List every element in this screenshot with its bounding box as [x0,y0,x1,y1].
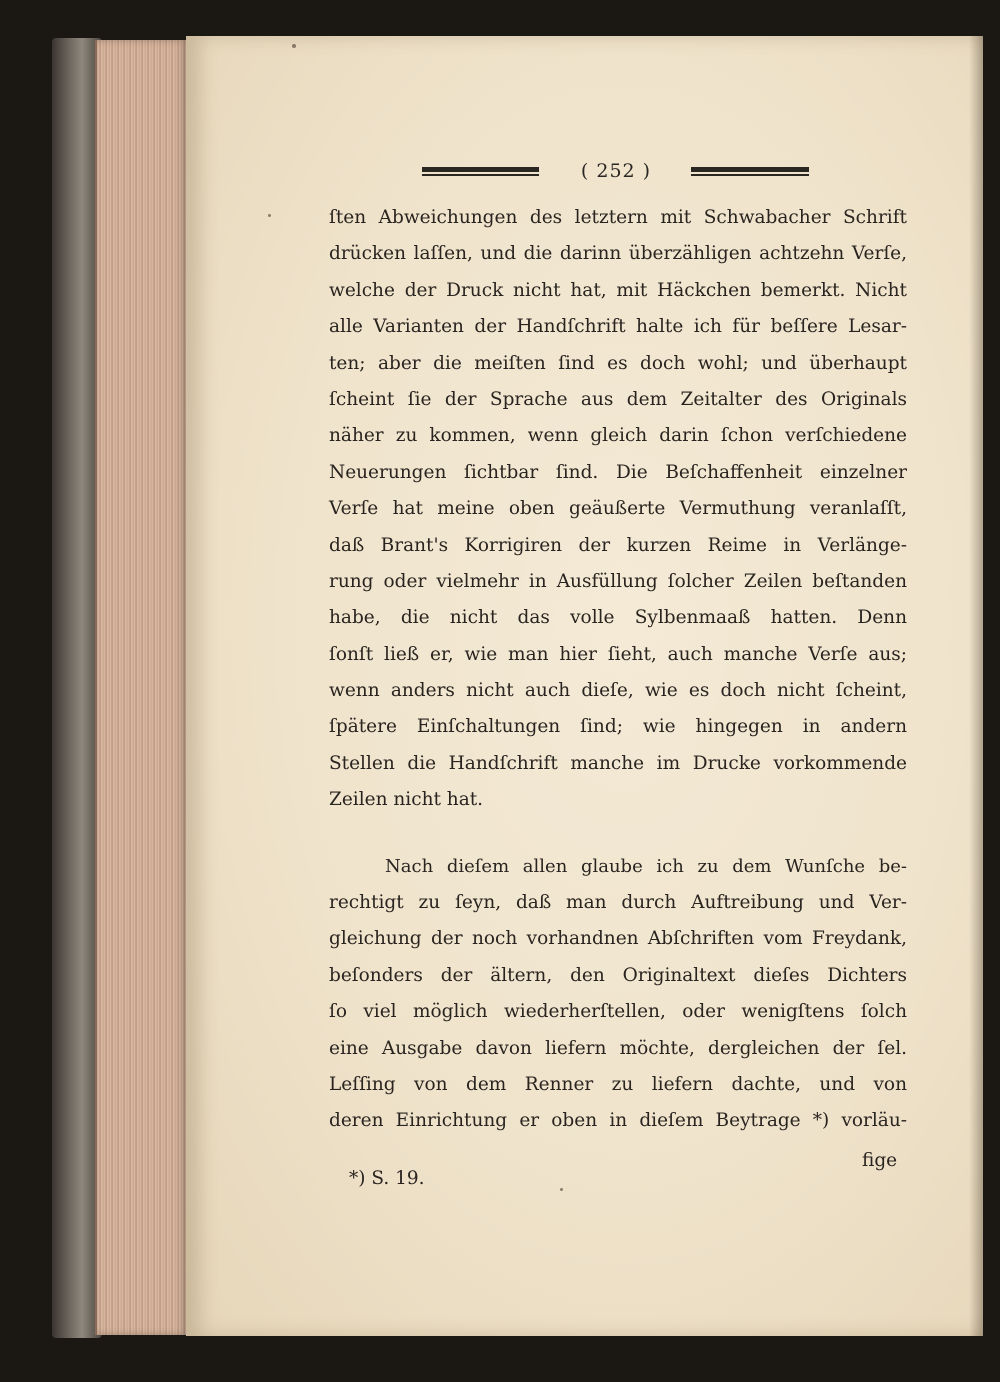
text-line: ſpätere Einſchaltungen ſind; wie hingegen in andern [329,716,907,738]
page-number: ( 252 ) [580,160,652,182]
text-line: daß Brant's Korrigiren der kurzen Reime in Verlänge- [329,534,907,556]
text-line: Verſe hat meine oben geäußerte Vermuthung veranlaſſt, [329,498,907,520]
text-line: Neuerungen ſichtbar ſind. Die Beſchaffenheit einzelner [329,461,907,483]
footnote: *) S. 19. [349,1168,425,1189]
text-line: ſcheint ſie der Sprache aus dem Zeitalter des Originals [329,388,907,410]
page-block-edges [95,40,189,1335]
page-header [236,160,836,184]
text-line-paragraph-end: Zeilen nicht hat. [329,789,484,811]
text-line: eine Ausgabe davon liefern möchte, dergleichen der ſel. [329,1037,907,1059]
text-line: ſo viel möglich wiederherſtellen, oder wenigſtens ſolch [329,1001,907,1023]
gutter-shadow [969,36,983,1336]
text-line: rung oder vielmehr in Ausfüllung ſolcher Zeilen beſtanden [329,570,907,592]
text-line: habe, die nicht das volle Sylbenmaaß hatten. Denn [329,607,907,629]
text-line: ſonſt ließ er, wie man hier ſieht, auch manche Verſe aus; [329,643,907,665]
text-line: ten; aber die meiſten ſind es doch wohl; und überhaupt [329,352,907,374]
header-rule-right [691,166,809,176]
text-line: näher zu kommen, wenn gleich darin ſchon verſchiedene [329,425,907,447]
text-line: Leſſing von dem Renner zu liefern dachte, und von [329,1073,907,1095]
text-line: wenn anders nicht auch dieſe, wie es doch nicht ſcheint, [329,680,907,702]
text-line: rechtigt zu ſeyn, daß man durch Auftreibung und Ver- [329,892,907,914]
text-line: Stellen die Handſchrift manche im Drucke vorkommende [329,752,907,774]
body-text [329,200,907,1140]
text-line: gleichung der noch vorhandnen Abſchriften vom Freydank, [329,928,907,950]
header-rule-left [422,166,539,176]
text-line: ſten Abweichungen des letztern mit Schwabacher Schrift [329,207,907,228]
text-line-paragraph-start: Nach dieſem allen glaube ich zu dem Wunſche be- [385,855,907,877]
text-line: welche der Druck nicht hat, mit Häckchen bemerkt. Nicht [329,279,907,301]
text-line: alle Varianten der Handſchrift halte ich für beſſere Lesar- [329,316,907,338]
paper-speck [292,44,296,48]
text-line: beſonders der ältern, den Originaltext dieſes Dichters [329,964,907,986]
paper-speck [268,214,271,217]
text-line: drücken laſſen, und die darinn überzähligen achtzehn Verſe, [329,243,907,265]
paragraph-gap [329,819,907,849]
text-line: deren Einrichtung er oben in dieſem Beytrage *) vorläu- [329,1110,907,1132]
catchword: fige [862,1150,898,1171]
paper-speck [560,1188,563,1191]
